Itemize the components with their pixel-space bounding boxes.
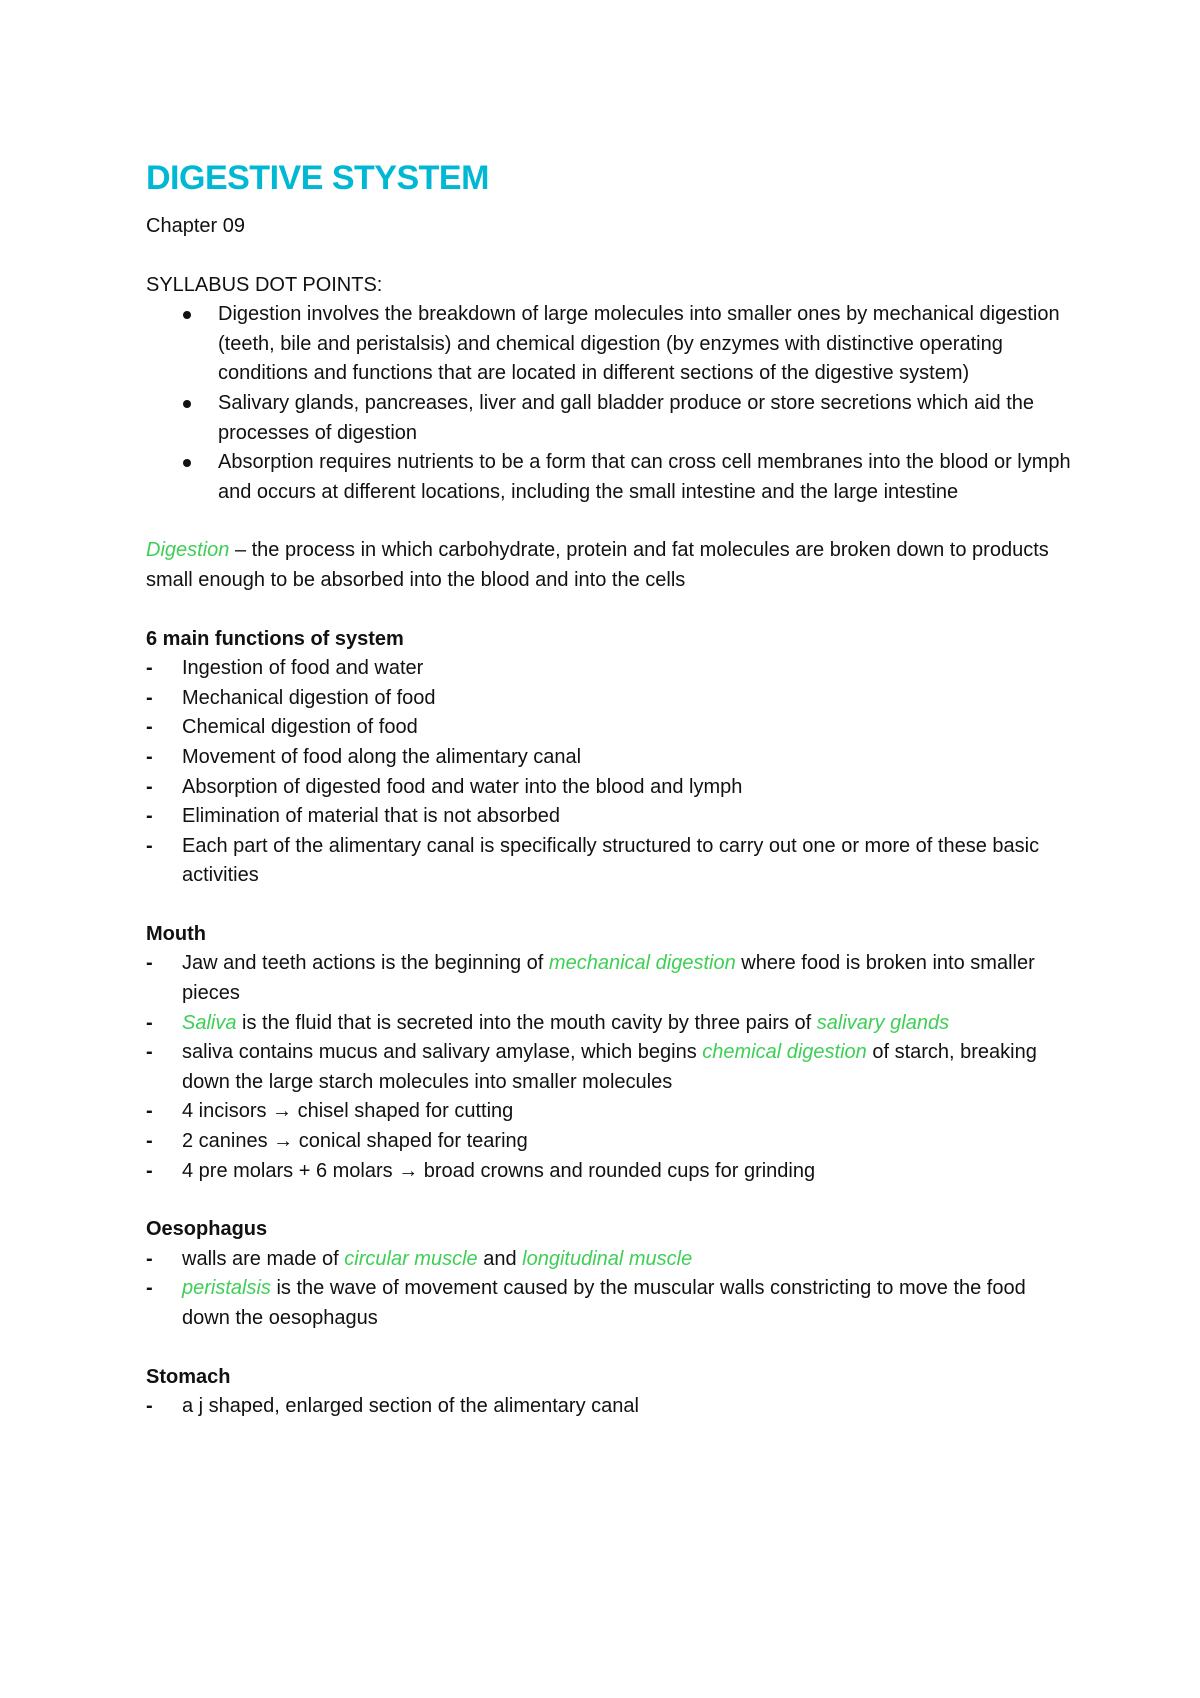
- list-item: - Elimination of material that is not absorbed: [146, 805, 560, 828]
- stomach-list: [146, 1392, 1076, 1422]
- chapter-label: Chapter 09: [146, 215, 245, 237]
- list-item: - Jaw and teeth actions is the beginning of mechanical digestion where food is broken into smaller pieces: [146, 952, 1035, 1005]
- bullet-dot-icon: [183, 400, 191, 408]
- list-item: - saliva contains mucus and salivary amylase, which begins chemical digestion of starch, breaking down the large starch molecules into smaller molecules: [146, 1041, 1037, 1093]
- syllabus-point: Absorption requires nutrients to be a form that can cross cell membranes into the blood or lymph and occurs at different locations, including the small intestine and the large intestine: [218, 448, 1076, 507]
- list-item: - Absorption of digested food and water into the blood and lymph: [146, 775, 743, 798]
- list-item: - peristalsis is the wave of movement caused by the muscular walls constricting to move the food down the oesophagus: [146, 1277, 1026, 1329]
- mouth-section: [146, 920, 1076, 1186]
- arrow-right-icon: →: [272, 1100, 293, 1123]
- functions-section: [146, 625, 1076, 891]
- oesophagus-list: [146, 1245, 1076, 1334]
- stomach-heading: Stomach: [146, 1365, 231, 1388]
- list-item: - 2 canines → conical shaped for tearing: [146, 1130, 528, 1153]
- oesophagus-heading: Oesophagus: [146, 1218, 268, 1241]
- syllabus-heading: SYLLABUS DOT POINTS:: [146, 273, 383, 296]
- bullet-dot-icon: [183, 311, 191, 319]
- list-item: - Saliva is the fluid that is secreted into the mouth cavity by three pairs of salivary glands: [146, 1011, 950, 1034]
- functions-heading: 6 main functions of system: [146, 627, 404, 650]
- mouth-heading: Mouth: [146, 922, 206, 945]
- term-longitudinal-muscle: longitudinal muscle: [522, 1247, 693, 1270]
- syllabus-point: Salivary glands, pancreases, liver and gall bladder produce or store secretions which aid the processes of digestion: [218, 389, 1076, 448]
- bullet-dot-icon: [183, 459, 191, 467]
- stomach-section: [146, 1363, 1076, 1422]
- list-item: - 4 pre molars + 6 molars → broad crowns and rounded cups for grinding: [146, 1159, 816, 1182]
- term-mechanical-digestion: mechanical digestion: [548, 952, 736, 975]
- document-title: DIGESTIVE STYSTEM: [146, 159, 489, 197]
- term-chemical-digestion: chemical digestion: [702, 1041, 867, 1064]
- list-item: - Movement of food along the alimentary canal: [146, 745, 582, 768]
- term-peristalsis: peristalsis: [182, 1277, 271, 1300]
- arrow-right-icon: →: [273, 1130, 294, 1153]
- list-item: - Mechanical digestion of food: [146, 686, 436, 709]
- list-item: - Each part of the alimentary canal is specifically structured to carry out one or more of these basic activities: [146, 834, 1040, 887]
- document-body: [146, 156, 1076, 1451]
- list-item: - 4 incisors → chisel shaped for cutting: [146, 1100, 514, 1123]
- functions-list: [146, 654, 1076, 891]
- syllabus-list: [146, 300, 1076, 507]
- arrow-right-icon: →: [398, 1159, 419, 1182]
- oesophagus-section: [146, 1215, 1076, 1333]
- term-digestion: Digestion: [146, 539, 230, 562]
- list-item: - Ingestion of food and water: [146, 657, 424, 680]
- list-item: - Chemical digestion of food: [146, 716, 418, 739]
- term-saliva: Saliva: [182, 1011, 237, 1034]
- mouth-list: [146, 949, 1076, 1186]
- term-circular-muscle: circular muscle: [344, 1247, 478, 1270]
- list-item: - a j shaped, enlarged section of the alimentary canal: [146, 1395, 639, 1418]
- syllabus-point: Digestion involves the breakdown of large molecules into smaller ones by mechanical digestion (teeth, bile and peristalsis) and chemical digestion (by enzymes with distinctive operating conditions and functions that are located in different sections of the digestive system): [218, 300, 1076, 389]
- digestion-definition: Digestion – the process in which carbohydrate, protein and fat molecules are broken down to products small enough to be absorbed into the blood and into the cells: [146, 539, 1049, 591]
- term-salivary-glands: salivary glands: [816, 1011, 950, 1034]
- list-item: - walls are made of circular muscle and longitudinal muscle: [146, 1247, 693, 1270]
